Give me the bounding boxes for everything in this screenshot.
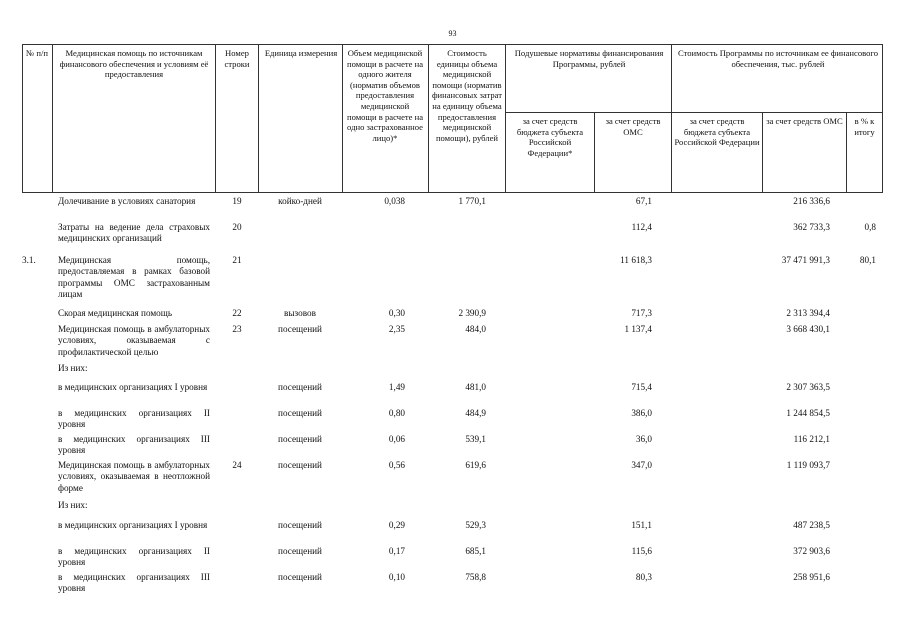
cell-volume: 0,29: [388, 520, 405, 530]
cell-pc-oms: 36,0: [635, 434, 652, 444]
cell-cost: 529,3: [465, 520, 486, 530]
header-bottom-rule: [22, 192, 883, 193]
header-total-pct: в % к итогу: [854, 116, 875, 137]
header-total-group: Стоимость Программы по источникам ее финансового обеспечения, тыс. рублей: [677, 48, 879, 69]
cell-unit: посещений: [278, 460, 322, 470]
cell-pc-oms: 112,4: [631, 222, 652, 232]
cell-unit: посещений: [278, 520, 322, 530]
cell-tot-oms: 216 336,6: [793, 196, 830, 206]
row-description: Медицинская помощь в амбулаторных условиях, оказываемая с профилактической целью: [58, 324, 210, 357]
cell-pc-oms: 386,0: [631, 408, 652, 418]
cell-unit: посещений: [278, 572, 322, 582]
vline: [671, 44, 672, 193]
vline: [594, 112, 595, 193]
cell-unit: койко-дней: [278, 196, 322, 206]
cell-pc-oms: 11 618,3: [620, 255, 652, 265]
vline: [215, 44, 216, 193]
cell-unit: посещений: [278, 324, 322, 334]
page-number: 93: [448, 29, 457, 38]
cell-cost: 685,1: [465, 546, 486, 556]
vline: [505, 44, 506, 193]
header-unit: Единица измерения: [264, 48, 338, 58]
cell-row: 20: [232, 222, 242, 232]
row-description: в медицинских организациях I уровня: [58, 520, 208, 530]
cell-tot-oms: 258 951,6: [793, 572, 830, 582]
cell-volume: 0,038: [384, 196, 405, 206]
cell-num: 3.1.: [22, 255, 36, 265]
cell-pct: 0,8: [864, 222, 876, 232]
cell-pc-oms: 115,6: [631, 546, 652, 556]
row-description: Долечивание в условиях санатория: [58, 196, 196, 206]
cell-tot-oms: 37 471 991,3: [781, 255, 830, 265]
cell-volume: 1,49: [388, 382, 405, 392]
cell-pc-oms: 347,0: [631, 460, 652, 470]
cell-cost: 481,0: [465, 382, 486, 392]
cell-pc-oms: 717,3: [631, 308, 652, 318]
cell-unit: посещений: [278, 434, 322, 444]
row-description: в медицинских организациях II уровня: [58, 546, 210, 568]
cell-cost: 1 770,1: [458, 196, 486, 206]
cell-tot-oms: 487 238,5: [793, 520, 830, 530]
subheader-rule: [505, 112, 883, 113]
vline: [762, 112, 763, 193]
financing-table: [22, 44, 883, 596]
cell-volume: 0,10: [388, 572, 405, 582]
cell-row: 23: [232, 324, 242, 334]
cell-row: 22: [232, 308, 242, 318]
cell-tot-oms: 2 307 363,5: [786, 382, 830, 392]
vline: [882, 44, 883, 193]
cell-cost: 484,0: [465, 324, 486, 334]
header-name: Медицинская помощь по источникам финансового обеспечения и условиям её предоставления: [59, 48, 209, 80]
cell-unit: вызовов: [284, 308, 316, 318]
row-description: Из них:: [58, 363, 88, 373]
cell-cost: 2 390,9: [458, 308, 486, 318]
row-description: Медицинская помощь в амбулаторных условиях, оказываемая в неотложной форме: [58, 460, 210, 493]
header-top-rule: [22, 44, 883, 45]
cell-volume: 0,30: [388, 308, 405, 318]
row-description: в медицинских организациях III уровня: [58, 434, 210, 456]
header-percapita-budget: за счет средств бюджета субъекта Российской Федерации*: [516, 116, 584, 158]
header-row-number: Номер строки: [224, 48, 250, 69]
header-total-oms: за счет средств ОМС: [766, 116, 843, 126]
cell-cost: 539,1: [465, 434, 486, 444]
row-description: Затраты на ведение дела страховых медицинских организаций: [58, 222, 210, 244]
cell-tot-oms: 3 668 430,1: [786, 324, 830, 334]
cell-tot-oms: 2 313 394,4: [786, 308, 830, 318]
vline: [22, 44, 23, 193]
cell-cost: 619,6: [465, 460, 486, 470]
cell-volume: 0,80: [388, 408, 405, 418]
cell-pc-oms: 715,4: [631, 382, 652, 392]
cell-unit: посещений: [278, 408, 322, 418]
row-description: Медицинская помощь, предоставляемая в рамках базовой программы ОМС застрахованным лицам: [58, 255, 210, 300]
header-num: № п/п: [26, 48, 48, 58]
row-description: в медицинских организациях II уровня: [58, 408, 210, 430]
cell-tot-oms: 372 903,6: [793, 546, 830, 556]
vline: [258, 44, 259, 193]
cell-unit: посещений: [278, 546, 322, 556]
vline: [846, 112, 847, 193]
cell-pc-oms: 67,1: [635, 196, 652, 206]
row-description: Из них:: [58, 500, 88, 510]
cell-row: 21: [232, 255, 242, 265]
cell-pc-oms: 151,1: [631, 520, 652, 530]
cell-volume: 2,35: [388, 324, 405, 334]
cell-tot-oms: 362 733,3: [793, 222, 830, 232]
cell-row: 19: [232, 196, 242, 206]
header-percapita-group: Подушевые нормативы финансирования Программы, рублей: [514, 48, 664, 69]
row-description: в медицинских организациях I уровня: [58, 382, 208, 392]
cell-unit: посещений: [278, 382, 322, 392]
cell-volume: 0,06: [388, 434, 405, 444]
row-description: Скорая медицинская помощь: [58, 308, 173, 318]
vline: [52, 44, 53, 193]
cell-tot-oms: 1 244 854,5: [786, 408, 830, 418]
row-description: в медицинских организациях III уровня: [58, 572, 210, 594]
cell-pc-oms: 80,3: [635, 572, 652, 582]
cell-tot-oms: 116 212,1: [793, 434, 830, 444]
header-percapita-oms: за счет средств ОМС: [605, 116, 661, 137]
header-total-budget: за счет средств бюджета субъекта Российской Федерации: [674, 116, 760, 148]
cell-pct: 80,1: [859, 255, 876, 265]
cell-tot-oms: 1 119 093,7: [786, 460, 830, 470]
cell-cost: 758,8: [465, 572, 486, 582]
vline: [342, 44, 343, 193]
cell-volume: 0,56: [388, 460, 405, 470]
cell-pc-oms: 1 137,4: [624, 324, 652, 334]
cell-cost: 484,9: [465, 408, 486, 418]
header-volume: Объем медицинской помощи в расчете на одного жителя (норматив объемов предоставления медицинской помощи в расчете на одно застрахованное лицо)*: [346, 48, 424, 143]
cell-volume: 0,17: [388, 546, 405, 556]
header-cost: Стоимость единицы объема медицинской помощи (норматив финансовых затрат на единицу объема предоставления медицинской помощи), рублей: [431, 48, 503, 143]
vline: [428, 44, 429, 193]
cell-row: 24: [232, 460, 242, 470]
